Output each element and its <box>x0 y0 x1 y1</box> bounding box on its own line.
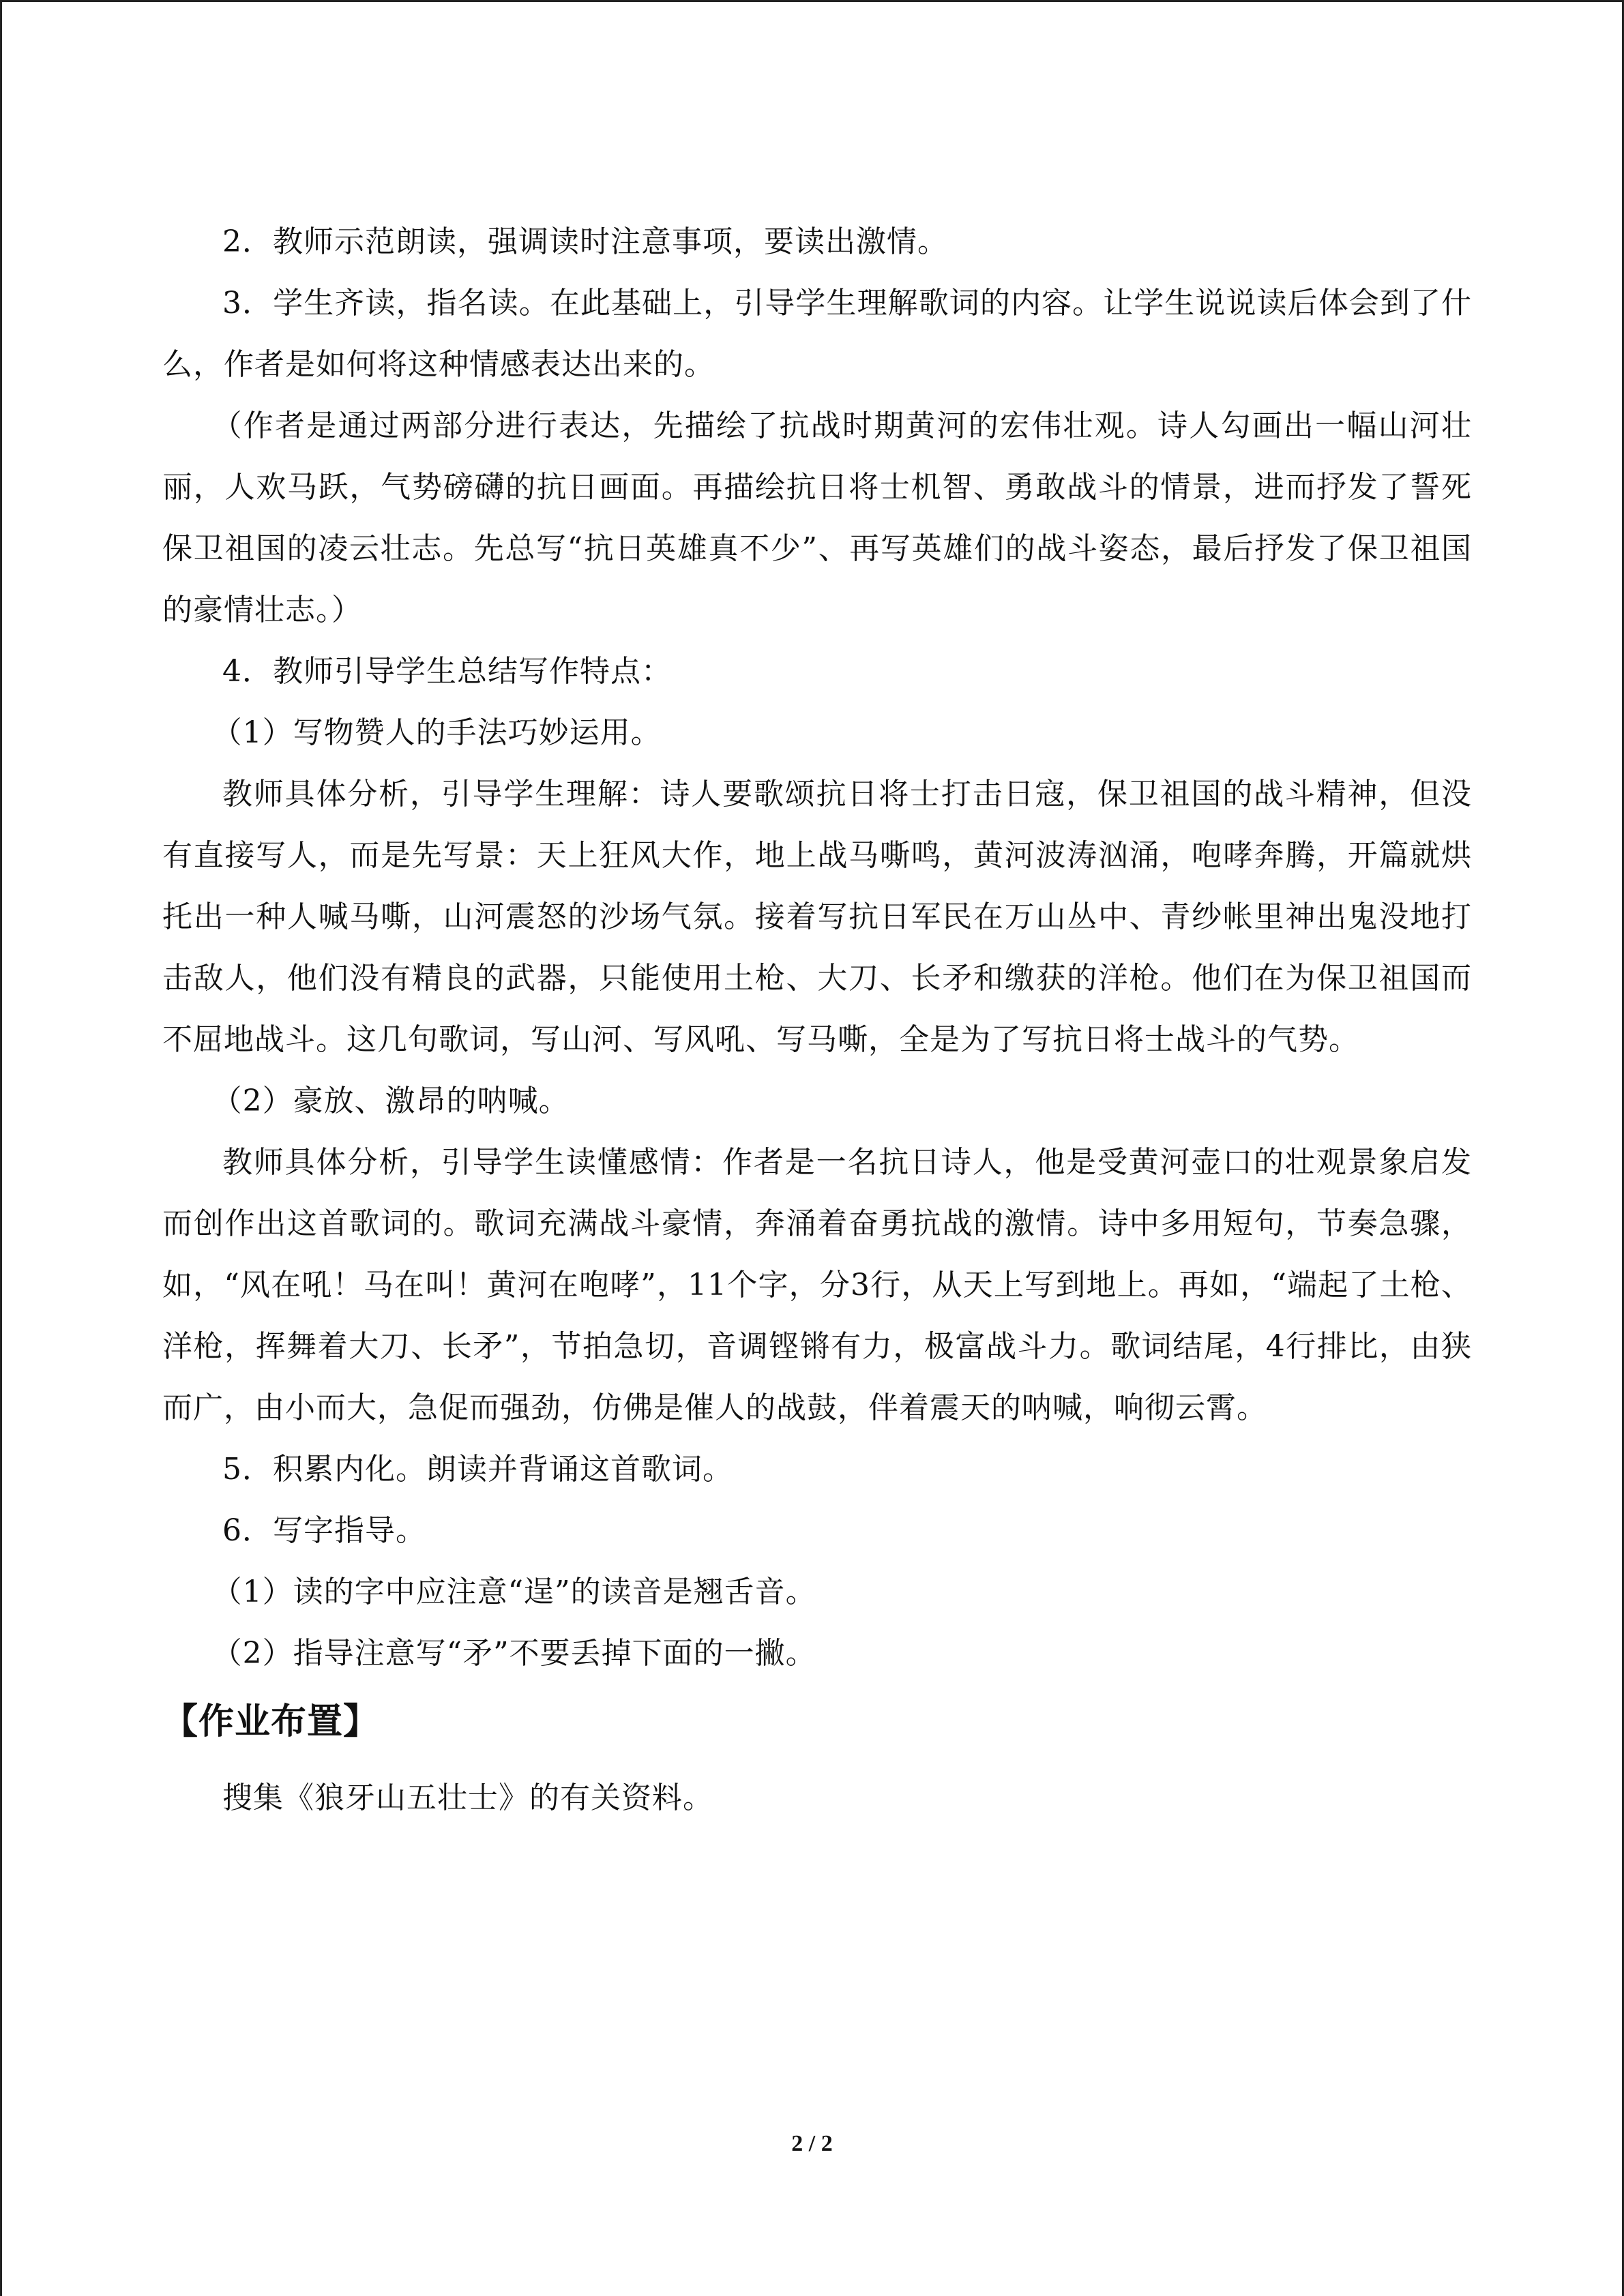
paragraph-step-6: 6．写字指导。 <box>222 1513 426 1548</box>
paragraph-analysis-1: 教师具体分析，引导学生理解：诗人要歌颂抗日将士打击日寇，保卫祖国的战斗精神，但没有直接写人，而是先写景：天上狂风大作，地上战马嘶鸣，黄河波涛汹涌，咆哮奔腾，开篇就烘托出一种人喊马嘶，山河震怒的沙场气氛。接着写抗日军民在万山丛中、青纱帐里神出鬼没地打击敌人，他们没有精良的武器，只能使用土枪、大刀、长矛和缴获的洋枪。他们在为保卫祖国而不屈地战斗。这几句歌词，写山河、写风吼、写马嘶，全是为了写抗日将士战斗的气势。 <box>162 777 1472 1057</box>
paragraph-analysis-2: 教师具体分析，引导学生读懂感情：作者是一名抗日诗人，他是受黄河壶口的壮观景象启发而创作出这首歌词的。歌词充满战斗豪情，奔涌着奋勇抗战的激情。诗中多用短句，节奏急骤，如，“风在吼！马在叫！黄河在咆哮”，11个字，分3行，从天上写到地上。再如，“端起了土枪、洋枪，挥舞着大刀、长矛”，节拍急切，音调铿锵有力，极富战斗力。歌词结尾，4行排比，由狭而广，由小而大，急促而强劲，仿佛是催人的战鼓，伴着震天的呐喊，响彻云霄。 <box>162 1145 1472 1425</box>
homework-text: 搜集《狼牙山五壮士》的有关资料。 <box>222 1780 713 1815</box>
paragraph-step-5: 5．积累内化。朗读并背诵这首歌词。 <box>222 1452 733 1487</box>
document-body <box>162 211 1472 1829</box>
paragraph-author-expression: （作者是通过两部分进行表达，先描绘了抗战时期黄河的宏伟壮观。诗人勾画出一幅山河壮丽，人欢马跃，气势磅礴的抗日画面。再描绘抗日将士机智、勇敢战斗的情景，进而抒发了誓死保卫祖国的凌云壮志。先总写“抗日英雄真不少”、再写英雄们的战斗姿态，最后抒发了保卫祖国的豪情壮志。） <box>162 408 1472 627</box>
paragraph-feature-1: （1）写物赞人的手法巧妙运用。 <box>211 715 662 750</box>
paragraph-writing-note-2: （2）指导注意写“矛”不要丢掉下面的一撇。 <box>211 1636 816 1671</box>
homework-heading: 【作业布置】 <box>162 1701 380 1742</box>
paragraph-writing-note-1: （1）读的字中应注意“逞”的读音是翘舌音。 <box>211 1575 816 1609</box>
page-number: 2 / 2 <box>791 2131 833 2156</box>
paragraph-step-2: 2．教师示范朗读，强调读时注意事项，要读出激情。 <box>222 224 948 259</box>
paragraph-step-3: 3．学生齐读，指名读。在此基础上，引导学生理解歌词的内容。让学生说说读后体会到了什么，作者是如何将这种情感表达出来的。 <box>162 286 1472 382</box>
paragraph-step-4: 4．教师引导学生总结写作特点： <box>222 654 672 689</box>
paragraph-feature-2: （2）豪放、激昂的呐喊。 <box>211 1084 570 1118</box>
